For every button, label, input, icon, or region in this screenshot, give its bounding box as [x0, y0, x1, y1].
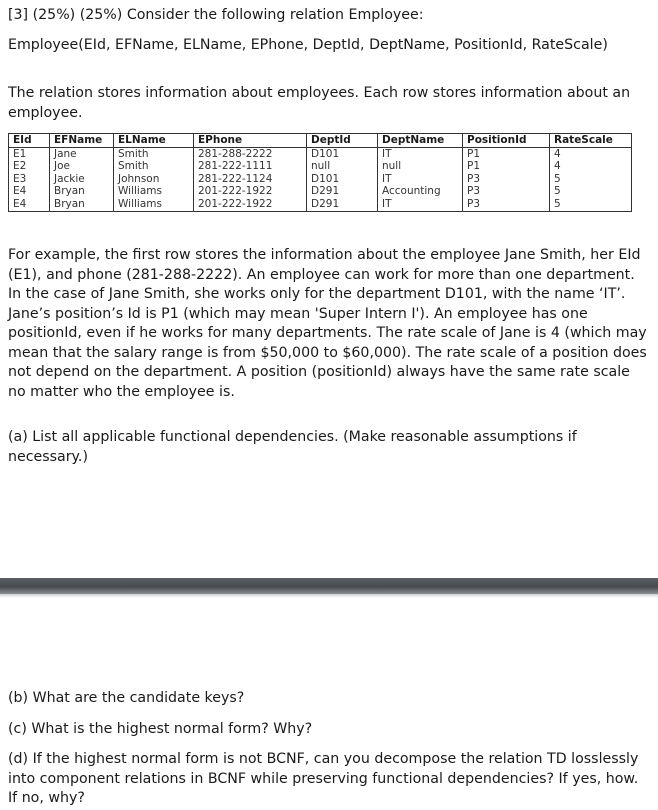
table-cell: 4 [550, 160, 632, 173]
table-cell: Smith [114, 147, 194, 160]
column-header: EId [9, 134, 50, 148]
table-header-row [9, 134, 632, 148]
relation-schema: Employee(EId, EFName, ELName, EPhone, DeptId, DeptName, PositionId, RateScale) [8, 37, 608, 53]
table-cell: Bryan [50, 185, 114, 198]
table-cell: Bryan [50, 198, 114, 211]
question-part-b: (b) What are the candidate keys? [8, 690, 245, 706]
question-part-c: (c) What is the highest normal form? Why? [8, 721, 313, 737]
column-header: PositionId [463, 134, 550, 148]
table-cell: P1 [463, 160, 550, 173]
table-cell: D101 [307, 173, 378, 186]
table-cell: IT [378, 173, 463, 186]
table-cell: Smith [114, 160, 194, 173]
table-cell: E1 [9, 147, 50, 160]
table-cell: D291 [307, 185, 378, 198]
question-part-a: (a) List all applicable functional dependencies. (Make reasonable assumptions if necessary.) [8, 429, 577, 465]
column-header: RateScale [550, 134, 632, 148]
employee-table [8, 133, 632, 212]
table-cell: IT [378, 147, 463, 160]
table-row [9, 198, 632, 211]
table-cell: P3 [463, 185, 550, 198]
table-row [9, 160, 632, 173]
table-cell: E3 [9, 173, 50, 186]
table-cell: Williams [114, 185, 194, 198]
table-cell: 5 [550, 185, 632, 198]
column-header: EFName [50, 134, 114, 148]
table-cell: 201-222-1922 [194, 185, 307, 198]
column-header: ELName [114, 134, 194, 148]
column-header: DeptName [378, 134, 463, 148]
table-cell: Joe [50, 160, 114, 173]
table-cell: 201-222-1922 [194, 198, 307, 211]
table-cell: 281-288-2222 [194, 147, 307, 160]
page-divider-shadow [0, 594, 658, 598]
table-cell: P3 [463, 173, 550, 186]
table-cell: Williams [114, 198, 194, 211]
table-cell: E2 [9, 160, 50, 173]
table-cell: 281-222-1111 [194, 160, 307, 173]
table-row [9, 185, 632, 198]
table-cell: Johnson [114, 173, 194, 186]
question-part-d: (d) If the highest normal form is not BCNF, can you decompose the relation TD losslessly into component relations in BCNF while preserving functional dependencies? If yes, how. If no, why? [8, 751, 639, 806]
table-cell: D101 [307, 147, 378, 160]
table-cell: Accounting [378, 185, 463, 198]
table-cell: 4 [550, 147, 632, 160]
table-row [9, 147, 632, 160]
table-cell: null [378, 160, 463, 173]
example-paragraph: For example, the first row stores the information about the employee Jane Smith, her EId (E1), and phone (281-288-2222). An employee can work for more than one department. In the case of Jane Smith, she works only for the department D101, with the name ‘IT’. Jane’s position’s Id is P1 (which may mean 'Super Intern I'). An employee has one positionId, even if he works for many departments. The rate scale of Jane is 4 (which may mean that the salary range is from $50,000 to $60,000). The rate scale of a position does not depend on the department. A position (positionId) always have the same rate scale no matter who the employee is. [8, 247, 647, 400]
table-cell: 5 [550, 198, 632, 211]
table-cell: null [307, 160, 378, 173]
table-cell: P1 [463, 147, 550, 160]
table-cell: 281-222-1124 [194, 173, 307, 186]
table-cell: 5 [550, 173, 632, 186]
page-divider [0, 578, 658, 594]
table-cell: P3 [463, 198, 550, 211]
question-title: [3] (25%) (25%) Consider the following relation Employee: [8, 7, 424, 23]
table-row [9, 173, 632, 186]
table-cell: E4 [9, 185, 50, 198]
table-cell: IT [378, 198, 463, 211]
table-cell: D291 [307, 198, 378, 211]
table-cell: Jane [50, 147, 114, 160]
relation-description: The relation stores information about employees. Each row stores information about an employee. [8, 85, 631, 121]
column-header: EPhone [194, 134, 307, 148]
column-header: DeptId [307, 134, 378, 148]
table-cell: E4 [9, 198, 50, 211]
table-cell: Jackie [50, 173, 114, 186]
